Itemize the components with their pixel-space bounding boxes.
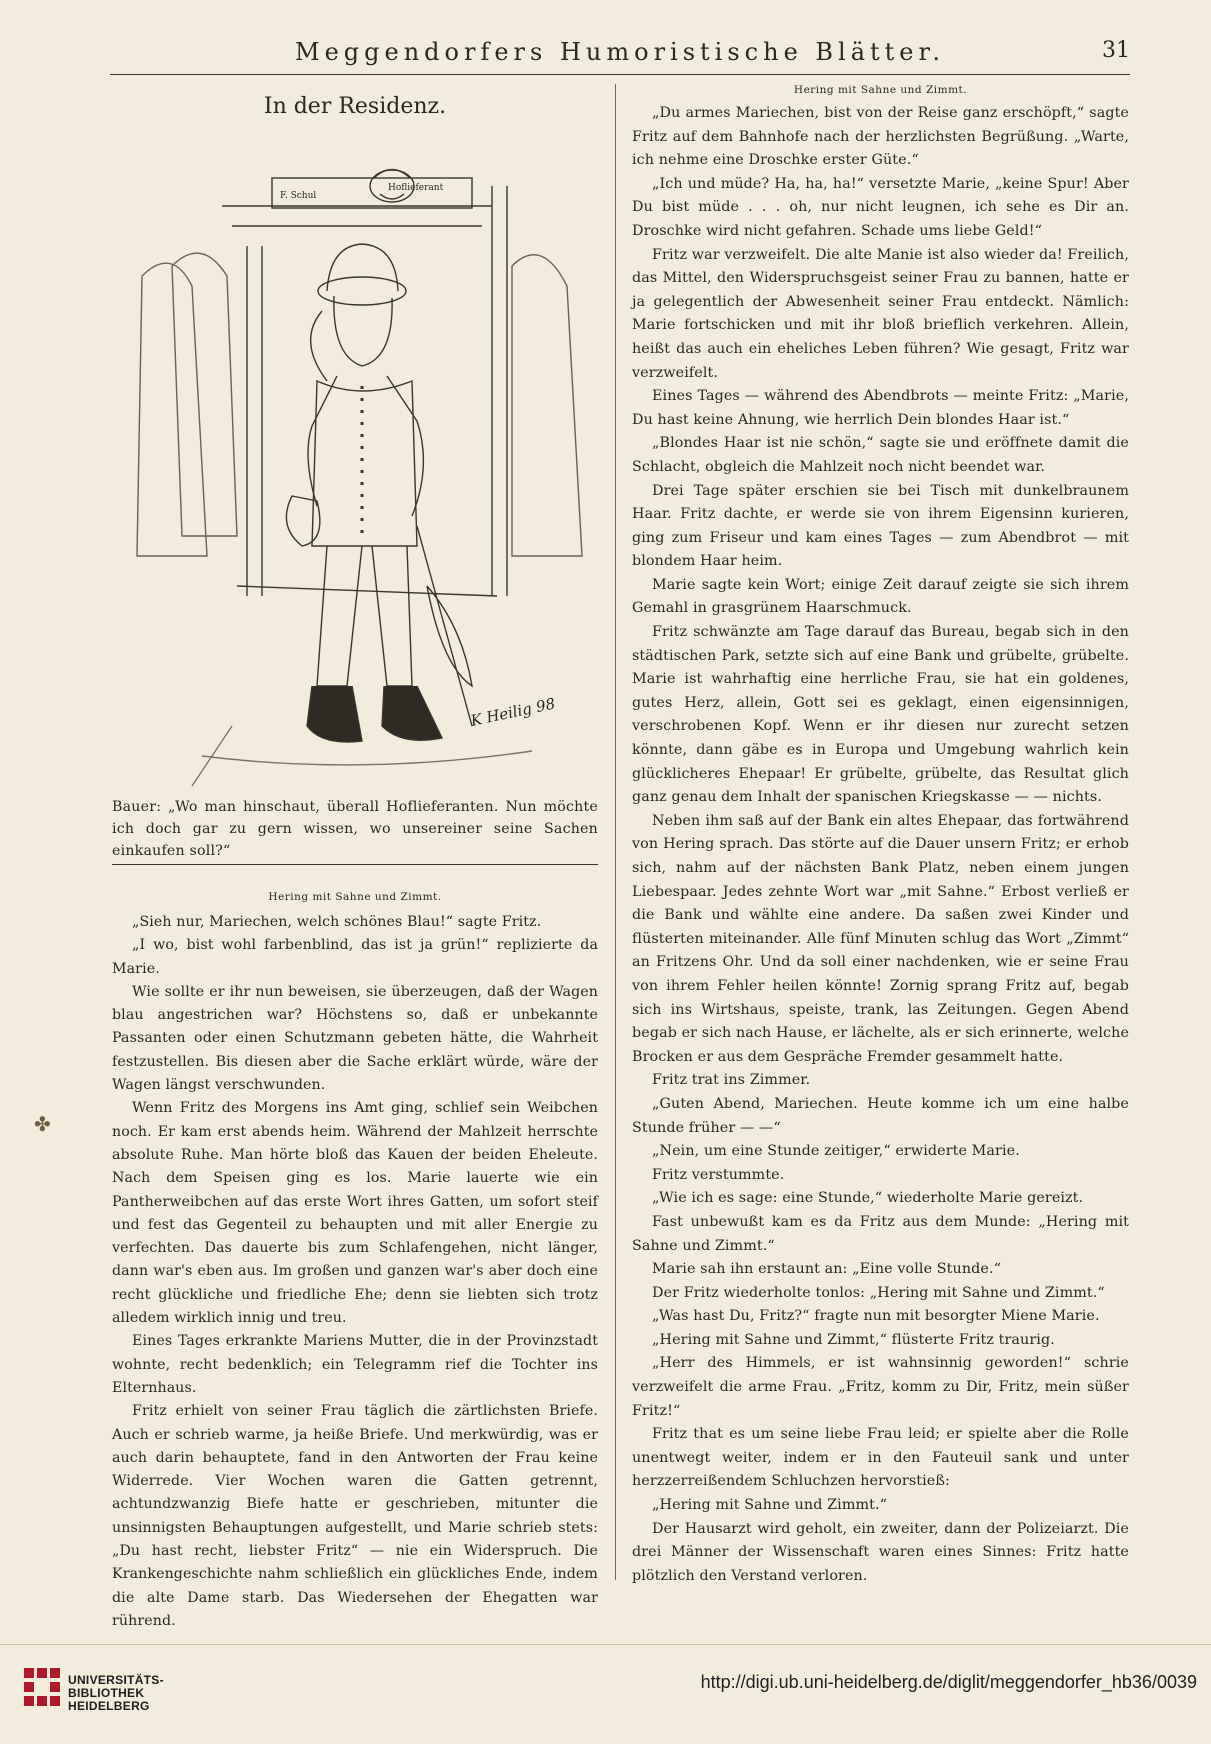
hat-brim xyxy=(318,277,406,305)
story-paragraph: „Blondes Haar ist nie schön,“ sagte sie und eröffnete damit die Schlacht, obgleich die Mahlzeit noch nicht beendet war. xyxy=(632,435,1129,475)
shop-sign-text: Hoflieferant xyxy=(388,183,444,193)
story-paragraph: Der Fritz wiederholte tonlos: „Hering mit Sahne und Zimmt.“ xyxy=(652,1284,1105,1301)
artist-signature: K Heilig 98 xyxy=(469,694,557,730)
story-paragraph: Fritz that es um seine liebe Frau leid; er spielte aber die Rolle unentwegt weiter, indem er in den Fauteuil sank und unter herzzerreißendem Schluchzen hervorstieß: xyxy=(632,1426,1129,1490)
story-paragraph: „Ich und müde? Ha, ha, ha!“ versetzte Marie, „keine Spur! Aber Du bist müde . . . oh, nur nicht leugnen, ich sehe es Dir an. Droschke wird nicht gefahren. Schade ums liebe Geld!“ xyxy=(632,175,1129,239)
column-divider xyxy=(615,84,616,1580)
story-paragraph: „Hering mit Sahne und Zimmt,“ flüsterte Fritz traurig. xyxy=(652,1331,1055,1348)
story-paragraph: Fast unbewußt kam es da Fritz aus dem Munde: „Hering mit Sahne und Zimmt.“ xyxy=(632,1213,1129,1254)
library-name-line: BIBLIOTHEK xyxy=(68,1686,145,1700)
story-paragraph: Marie sagte kein Wort; einige Zeit darauf zeigte sie sich ihrem Gemahl in grasgrünem Haarschmuck. xyxy=(632,576,1129,617)
source-url-link[interactable]: http://digi.ub.uni-heidelberg.de/diglit/meggendorfer_hb36/0039 xyxy=(700,1672,1197,1692)
story-heading-left: Hering mit Sahne und Zimmt. xyxy=(268,891,442,903)
farmer-legs xyxy=(317,546,412,686)
cartoon-caption: Bauer: „Wo man hinschaut, überall Hoflieferanten. Nun möchte ich doch gar zu gern wissen, wo unsereiner seine Sachen einkaufen soll?“ xyxy=(112,799,598,859)
story-paragraph: „I wo, bist wohl farbenblind, das ist ja grün!“ replizierte da Marie. xyxy=(112,937,598,977)
story-paragraph: „Du armes Mariechen, bist von der Reise ganz erschöpft,“ sagte Fritz auf dem Bahnhofe nach der herzlichsten Begrüßung. „Warte, ich nehme eine Droschke erster Güte.“ xyxy=(632,105,1129,169)
page-number: 31 xyxy=(1102,38,1130,63)
story-paragraph: „Guten Abend, Mariechen. Heute komme ich um eine halbe Stunde früher — —“ xyxy=(632,1095,1129,1136)
umbrella xyxy=(417,526,472,726)
story-paragraph: Fritz erhielt von seiner Frau täglich die zärtlichsten Briefe. Auch er schrieb warme, ja heiße Briefe. Und merkwürdig, was er auch darin behauptete, fand in den Antworten der Frau keine Widerrede. Vier Wochen waren die Gatten getrennt, achtundzwanzig Biefe hatte er geschrieben, mitunter die unsinnigsten Behauptungen aufgestellt, und Marie schrieb stets: „Du hast recht, liebster Fritz“ — nie ein Widerspruch. Die Krankengeschichte nahm schließlich ein glückliches Ende, indem die alte Dame starb. Das Wiedersehen der Ehegatten war rührend. xyxy=(112,1403,598,1629)
header-rule xyxy=(110,74,1130,75)
footer-rule xyxy=(0,1644,1211,1645)
library-name xyxy=(68,1674,164,1713)
cartoon-drawing xyxy=(112,126,598,792)
story-paragraph: Fritz schwänzte am Tage darauf das Bureau, begab sich in den städtischen Park, setzte sich auf eine Bank und grübelte, grübelte. Marie ist wahrhaftig eine herrliche Frau, sie hat ein goldenes, gutes Herz, allein, Gott sei es geklagt, einen eigensinnigen, verschrobenen Kopf. Wenn er ihr diesen nur zurecht setzen könnte, dann gäbe es in Europa und Umgebung wahrlich kein glücklicheres Ehepaar! Er grübelte, grübelte, das Resultat glich ganz genau dem Inhalt der spanischen Kriegskasse — — nichts. xyxy=(632,624,1129,806)
story-paragraph: Fritz war verzweifelt. Die alte Manie ist also wieder da! Freilich, das Mittel, den Widerspruchsgeist seiner Frau zu bannen, hatte er ja gelegentlich der Abwesenheit seiner Frau entdeckt. Nämlich: Marie fortschicken und mit ihr bloß brieflich verkehren. Allein, heißt das auch ein eheliches Leben führen? Wie gesagt, Fritz war verzweifelt. xyxy=(632,246,1129,381)
story-paragraph: Eines Tages erkrankte Mariens Mutter, die in der Provinzstadt wohnte, recht bedenklich; ein Telegramm rief die Tochter ins Elternhaus. xyxy=(112,1333,598,1396)
margin-mark-icon: ✤ xyxy=(34,1112,51,1136)
left-column xyxy=(112,84,598,1633)
right-column xyxy=(632,84,1129,1588)
running-title: Meggendorfers Humoristische Blätter. xyxy=(295,38,945,66)
story-paragraph: Fritz verstummte. xyxy=(652,1166,785,1183)
story-heading-right: Hering mit Sahne und Zimmt. xyxy=(793,84,968,96)
background-figure-left xyxy=(137,263,207,556)
story-paragraph: Der Hausarzt wird geholt, ein zweiter, dann der Polizeiarzt. Die drei Männer der Wissenschaft waren eines Sinnes: Fritz hatte plötzlich den Verstand verloren. xyxy=(632,1520,1129,1584)
story-paragraph: Fritz trat ins Zimmer. xyxy=(652,1072,811,1089)
story-paragraph: „Hering mit Sahne und Zimmt.“ xyxy=(652,1497,888,1514)
background-figure-right xyxy=(512,255,582,556)
caption-rule xyxy=(112,864,598,865)
story-paragraph: „Herr des Himmels, er ist wahnsinnig geworden!“ schrie verzweifelt die arme Frau. „Fritz, komm zu Dir, Fritz, mein süßer Fritz!“ xyxy=(632,1355,1129,1419)
farmer-head xyxy=(334,296,392,366)
farmer-arm-raised xyxy=(311,311,327,381)
library-name-line: HEIDELBERG xyxy=(68,1699,150,1713)
cartoon-illustration xyxy=(112,126,598,792)
story-paragraph: „Was hast Du, Fritz?“ fragte nun mit besorgter Miene Marie. xyxy=(652,1308,1100,1325)
footer-bar xyxy=(0,1644,1211,1744)
shop-sign-text-left: F. Schul xyxy=(280,191,317,201)
story-paragraph: Neben ihm saß auf der Bank ein altes Ehepaar, das fortwährend von Hering sprach. Das störte auf die Dauer unsern Fritz; er erhob sich, nahm auf der nächsten Bank Platz, neben einem jungen Liebespaar. Jedes zehnte Wort war „mit Sahne.“ Erbost verließ er die Bank und wählte eine andere. Da saßen zwei Kinder und flüsterten miteinander. Alle fünf Minuten schlug das Wort „Zimmt“ an Fritzens Ohr. Und da soll einer nachdenken, wie er seine Frau von ihrem Fehler heilen könnte! Zornig sprang Fritz auf, begab sich ins Wirtshaus, speiste, trank, las Zeitungen. Gegen Abend begab er sich nach Hause, er lächelte, als er sich erinnerte, welche Brocken er aus dem Gespräche Fremder gesammelt hatte. xyxy=(632,812,1129,1065)
page-header xyxy=(110,30,1130,74)
university-logo-icon xyxy=(22,1666,62,1710)
farmer-boots xyxy=(307,686,442,742)
story-paragraph: Drei Tage später erschien sie bei Tisch mit dunkelbraunem Haar. Fritz dachte, er werde sie von ihrem Eigensinn kurieren, ging zum Friseur und kam eines Tages — zum Abendbrot — mit blondem Haar heim. xyxy=(632,482,1129,570)
hat xyxy=(327,244,398,291)
farmer-bag xyxy=(286,496,319,546)
story-paragraph: Wie sollte er ihr nun beweisen, sie überzeugen, daß der Wagen blau angestrichen war? Höchstens so, daß er unbekannte Passanten oder einen Schutzmann gebeten hätte, die Wahrheit festzustellen. Bis diesen aber die Sache erklärt würde, wäre der Wagen längst verschwunden. xyxy=(112,983,598,1094)
cartoon-title: In der Residenz. xyxy=(263,94,447,119)
story-paragraph: Eines Tages — während des Abendbrots — meinte Fritz: „Marie, Du hast keine Ahnung, wie herrlich Dein blondes Haar ist.“ xyxy=(632,388,1129,428)
story-paragraph: „Sieh nur, Mariechen, welch schönes Blau!“ sagte Fritz. xyxy=(132,914,542,930)
story-paragraph: „Nein, um eine Stunde zeitiger,“ erwiderte Marie. xyxy=(652,1143,1020,1160)
story-paragraph: „Wie ich es sage: eine Stunde,“ wiederholte Marie gereizt. xyxy=(652,1190,1084,1207)
story-paragraph: Wenn Fritz des Morgens ins Amt ging, schlief sein Weibchen noch. Er kam erst abends heim. Während der Mahlzeit herrschte absolute Ruhe. Man hörte bloß das Kauen der beiden Eheleute. Nach dem Speisen ging es los. Marie lauerte wie ein Pantherweibchen auf das erste Wort ihres Gatten, um sofort steif und fest das Gegenteil zu behaupten und mit aller Energie zu verfechten. Das dauerte bis zum Schlafengehen, nicht länger, dann war's eben aus. Im großen und ganzen war's aber doch eine recht glückliche und friedliche Ehe; denn sie liebten sich trotz alledem wirklich innig und treu. xyxy=(112,1100,598,1327)
library-name-line: UNIVERSITÄTS- xyxy=(68,1673,164,1687)
story-paragraph: Marie sah ihn erstaunt an: „Eine volle Stunde.“ xyxy=(652,1261,1002,1278)
farmer-jacket xyxy=(312,381,417,546)
